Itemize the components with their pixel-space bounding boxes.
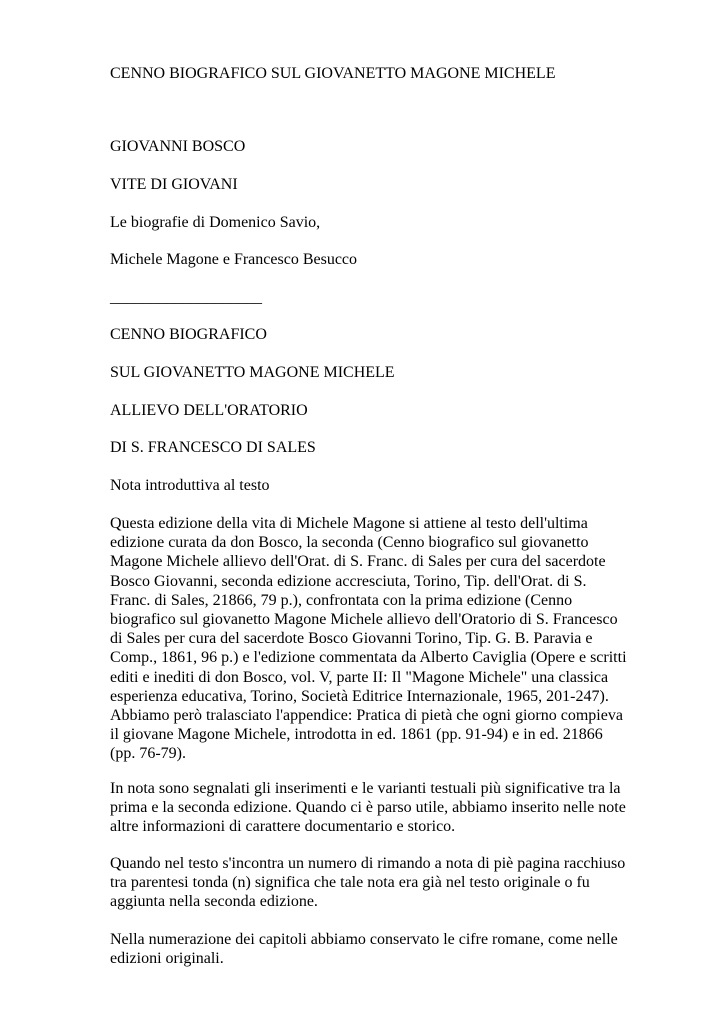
paragraph-chapter-numbering: Nella numerazione dei capitoli abbiamo conservato le cifre romane, come nelle edizioni originali. <box>110 931 618 968</box>
paragraph-notes-info: In nota sono segnalati gli inserimenti e le varianti testuali più significative tra la prima e la seconda edizione. Quando ci è parso utile, abbiamo inserito nelle note altre informazioni di carattere documentario e storico. <box>110 780 626 836</box>
section-heading: Nota introduttiva al testo <box>110 477 270 494</box>
series-title: VITE DI GIOVANI <box>110 176 238 193</box>
title-line-1: CENNO BIOGRAFICO <box>110 326 267 343</box>
separator-line: ___________________ <box>110 289 262 306</box>
subtitle-line-1: Le biografie di Domenico Savio, <box>110 214 321 231</box>
paragraph-edition-note: Questa edizione della vita di Michele Magone si attiene al testo dell'ultima edizione curata da don Bosco, la seconda (Cenno biografico sul giovanetto Magone Michele allievo dell'Orat. di S. Franc. di Sales per cura del sacerdote Bosco Giovanni, seconda edizione accresciuta, Torino, Tip. dell'Orat. di S. Franc. di Sales, 21866, 79 p.), confrontata con la prima edizione (Cenno biografico sul giovanetto Magone Michele allievo dell'Oratorio di S. Francesco di Sales per cura del sacerdote Bosco Giovanni Torino, Tip. G. B. Paravia e Comp., 1861, 96 p.) e l'edizione commentata da Alberto Caviglia (Opere e scritti editi e inediti di don Bosco, vol. V, parte II: Il "Magone Michele" una classica esperienza educativa, Torino, Società Editrice Internazionale, 1965, 201-247). Abbiamo però tralasciato l'appendice: Pratica di pietà che ogni giorno compieva il giovane Magone Michele, introdotta in ed. 1861 (pp. 91-94) e in ed. 21866 (pp. 76-79). <box>110 515 627 763</box>
title-line-3: ALLIEVO DELL'ORATORIO <box>110 402 308 419</box>
header-title: CENNO BIOGRAFICO SUL GIOVANETTO MAGONE MICHELE <box>110 65 556 82</box>
title-line-4: DI S. FRANCESCO DI SALES <box>110 439 316 456</box>
paragraph-footnote-info: Quando nel testo s'incontra un numero di rimando a nota di piè pagina racchiuso tra parentesi tonda (n) significa che tale nota era già nel testo originale o fu aggiunta nella seconda edizione. <box>110 855 626 911</box>
title-line-2: SUL GIOVANETTO MAGONE MICHELE <box>110 364 395 381</box>
author-name: GIOVANNI BOSCO <box>110 138 246 155</box>
subtitle-line-2: Michele Magone e Francesco Besucco <box>110 251 358 268</box>
